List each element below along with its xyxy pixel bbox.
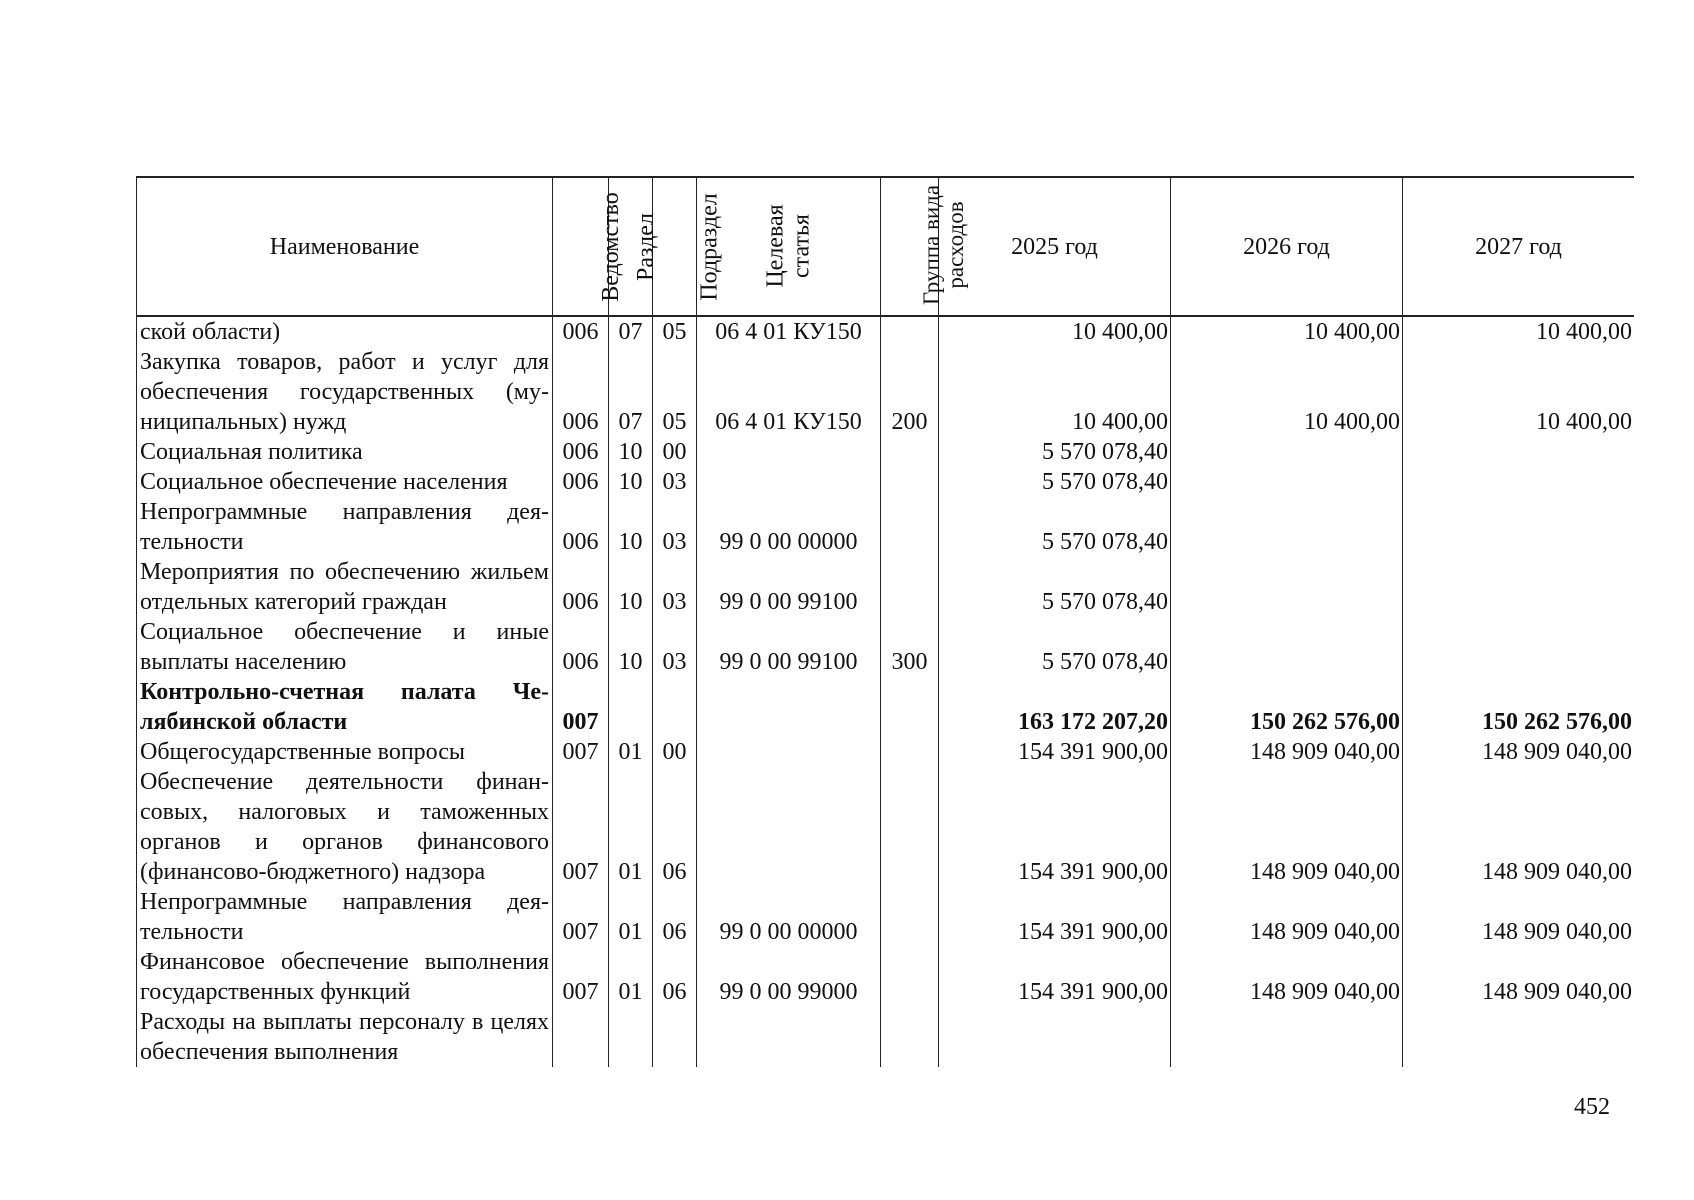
cell-podrazdel: 00 [653,737,697,767]
cell-year-2026 [1171,497,1403,557]
cell-year-2025: 5 570 078,40 [939,617,1171,677]
cell-name: Финансовое обеспечение выполнения государственных функций [137,947,553,1007]
cell-vedomstvo [553,1007,609,1067]
header-year-2025: 2025 год [939,177,1171,316]
cell-year-2026: 148 909 040,00 [1171,737,1403,767]
cell-expense-group [881,437,939,467]
cell-year-2027 [1403,437,1635,467]
cell-year-2027: 148 909 040,00 [1403,767,1635,887]
cell-year-2025: 154 391 900,00 [939,947,1171,1007]
cell-expense-group [881,737,939,767]
cell-year-2026 [1171,467,1403,497]
cell-razdel: 10 [609,617,653,677]
cell-expense-group: 300 [881,617,939,677]
cell-vedomstvo: 006 [553,316,609,347]
cell-year-2025: 10 400,00 [939,316,1171,347]
cell-expense-group [881,467,939,497]
cell-expense-group [881,557,939,617]
table-row [137,316,1635,347]
table-row [137,767,1635,887]
cell-name: Непрограммные направления деятельности [137,887,553,947]
cell-razdel: 10 [609,557,653,617]
cell-expense-group [881,677,939,737]
cell-target-article: 99 0 00 99100 [697,617,881,677]
cell-year-2025: 5 570 078,40 [939,497,1171,557]
cell-year-2025: 154 391 900,00 [939,887,1171,947]
budget-table-container [136,176,1634,1090]
cell-target-article: 99 0 00 00000 [697,497,881,557]
cell-year-2027: 10 400,00 [1403,347,1635,437]
cell-expense-group [881,887,939,947]
cell-expense-group [881,316,939,347]
cell-vedomstvo: 006 [553,347,609,437]
cell-razdel: 10 [609,497,653,557]
table-row [137,1007,1635,1067]
cell-podrazdel: 05 [653,347,697,437]
cell-name: Расходы на выплаты персоналу в целях обеспечения выполнения [137,1007,553,1067]
header-target-article-line1: Целевая [762,203,789,288]
cell-podrazdel [653,677,697,737]
cell-name: Социальная политика [137,437,553,467]
cell-podrazdel: 06 [653,887,697,947]
budget-table [136,176,1634,1067]
page-number: 452 [1574,1094,1610,1120]
table-row [137,617,1635,677]
cell-year-2027: 148 909 040,00 [1403,737,1635,767]
cell-year-2025: 10 400,00 [939,347,1171,437]
cell-name: Обеспечение деятельности финансовых, налоговых и таможенных органов и органов финансового (финансово-бюджетного) надзора [137,767,553,887]
header-podrazdel: Подраздел [653,177,697,316]
header-razdel: Раздел [609,177,653,316]
cell-name: Социальное обеспечение и иные выплаты населению [137,617,553,677]
cell-year-2025: 154 391 900,00 [939,767,1171,887]
cell-podrazdel: 05 [653,316,697,347]
cell-podrazdel: 03 [653,557,697,617]
cell-target-article [697,437,881,467]
cell-year-2026 [1171,617,1403,677]
cell-year-2025 [939,1007,1171,1067]
cell-target-article: 99 0 00 99100 [697,557,881,617]
cell-name: Закупка товаров, работ и услуг для обеспечения государственных (муниципальных) нужд [137,347,553,437]
cell-podrazdel: 06 [653,947,697,1007]
cell-year-2025: 5 570 078,40 [939,557,1171,617]
header-year-2027: 2027 год [1403,177,1635,316]
cell-razdel [609,1007,653,1067]
cell-vedomstvo: 006 [553,467,609,497]
cell-razdel: 10 [609,467,653,497]
cell-razdel: 01 [609,947,653,1007]
cell-year-2027: 148 909 040,00 [1403,887,1635,947]
cell-target-article [697,677,881,737]
cell-podrazdel [653,1007,697,1067]
header-expense-group [881,177,969,316]
cell-target-article [697,1007,881,1067]
table-row [137,467,1635,497]
cell-razdel: 07 [609,316,653,347]
cell-target-article: 06 4 01 КУ150 [697,347,881,437]
cell-year-2026: 148 909 040,00 [1171,947,1403,1007]
cell-year-2026: 148 909 040,00 [1171,767,1403,887]
cell-year-2026: 10 400,00 [1171,347,1403,437]
table-row [137,887,1635,947]
cell-vedomstvo: 006 [553,557,609,617]
cell-target-article: 99 0 00 99000 [697,947,881,1007]
cell-year-2027: 10 400,00 [1403,316,1635,347]
cell-name: ской области) [137,316,553,347]
cell-razdel: 01 [609,737,653,767]
cell-year-2027 [1403,497,1635,557]
cell-target-article [697,767,881,887]
header-target-article [697,177,881,316]
header-vedomstvo: Ведомство [553,177,609,316]
cell-year-2026: 10 400,00 [1171,316,1403,347]
table-row [137,947,1635,1007]
cell-expense-group [881,947,939,1007]
cell-vedomstvo: 007 [553,887,609,947]
header-target-article-line2: статья [788,213,815,278]
cell-expense-group [881,1007,939,1067]
cell-year-2027 [1403,467,1635,497]
table-row [137,347,1635,437]
cell-year-2026 [1171,557,1403,617]
cell-podrazdel: 03 [653,617,697,677]
cell-name: Общегосударственные вопросы [137,737,553,767]
cell-year-2026 [1171,1007,1403,1067]
cell-target-article: 06 4 01 КУ150 [697,316,881,347]
header-name: Наименование [137,177,553,316]
cell-vedomstvo: 007 [553,737,609,767]
cell-year-2027 [1403,1007,1635,1067]
cell-podrazdel: 03 [653,467,697,497]
cell-year-2027 [1403,617,1635,677]
table-body [137,316,1635,1067]
cell-vedomstvo: 006 [553,497,609,557]
header-expense-group-line2: расходов [943,201,969,289]
cell-razdel: 07 [609,347,653,437]
table-row [137,497,1635,557]
cell-year-2027 [1403,557,1635,617]
header-expense-group-line1: Группа вида [919,184,945,306]
cell-year-2025: 5 570 078,40 [939,467,1171,497]
cell-vedomstvo: 006 [553,617,609,677]
header-year-2026: 2026 год [1171,177,1403,316]
cell-year-2025: 163 172 207,20 [939,677,1171,737]
cell-vedomstvo: 007 [553,677,609,737]
cell-name: Непрограммные направления деятельности [137,497,553,557]
cell-name: Мероприятия по обеспечению жильем отдельных категорий граждан [137,557,553,617]
table-row [137,557,1635,617]
cell-podrazdel: 06 [653,767,697,887]
cell-year-2025: 154 391 900,00 [939,737,1171,767]
cell-vedomstvo: 006 [553,437,609,467]
cell-podrazdel: 00 [653,437,697,467]
table-row [137,437,1635,467]
cell-name: Социальное обеспечение населения [137,467,553,497]
cell-expense-group [881,497,939,557]
cell-razdel: 01 [609,767,653,887]
cell-razdel: 01 [609,887,653,947]
cell-target-article [697,737,881,767]
cell-year-2025: 5 570 078,40 [939,437,1171,467]
cell-razdel [609,677,653,737]
cell-year-2027: 148 909 040,00 [1403,947,1635,1007]
cell-vedomstvo: 007 [553,767,609,887]
cell-expense-group [881,767,939,887]
cell-year-2027: 150 262 576,00 [1403,677,1635,737]
cell-year-2026: 150 262 576,00 [1171,677,1403,737]
cell-target-article: 99 0 00 00000 [697,887,881,947]
cell-target-article [697,467,881,497]
cell-razdel: 10 [609,437,653,467]
cell-expense-group: 200 [881,347,939,437]
table-row [137,677,1635,737]
cell-podrazdel: 03 [653,497,697,557]
cell-vedomstvo: 007 [553,947,609,1007]
cell-year-2026: 148 909 040,00 [1171,887,1403,947]
table-header-row [137,177,1635,316]
table-row [137,737,1635,767]
cell-name: Контрольно-счетная палата Челябинской области [137,677,553,737]
cell-year-2026 [1171,437,1403,467]
